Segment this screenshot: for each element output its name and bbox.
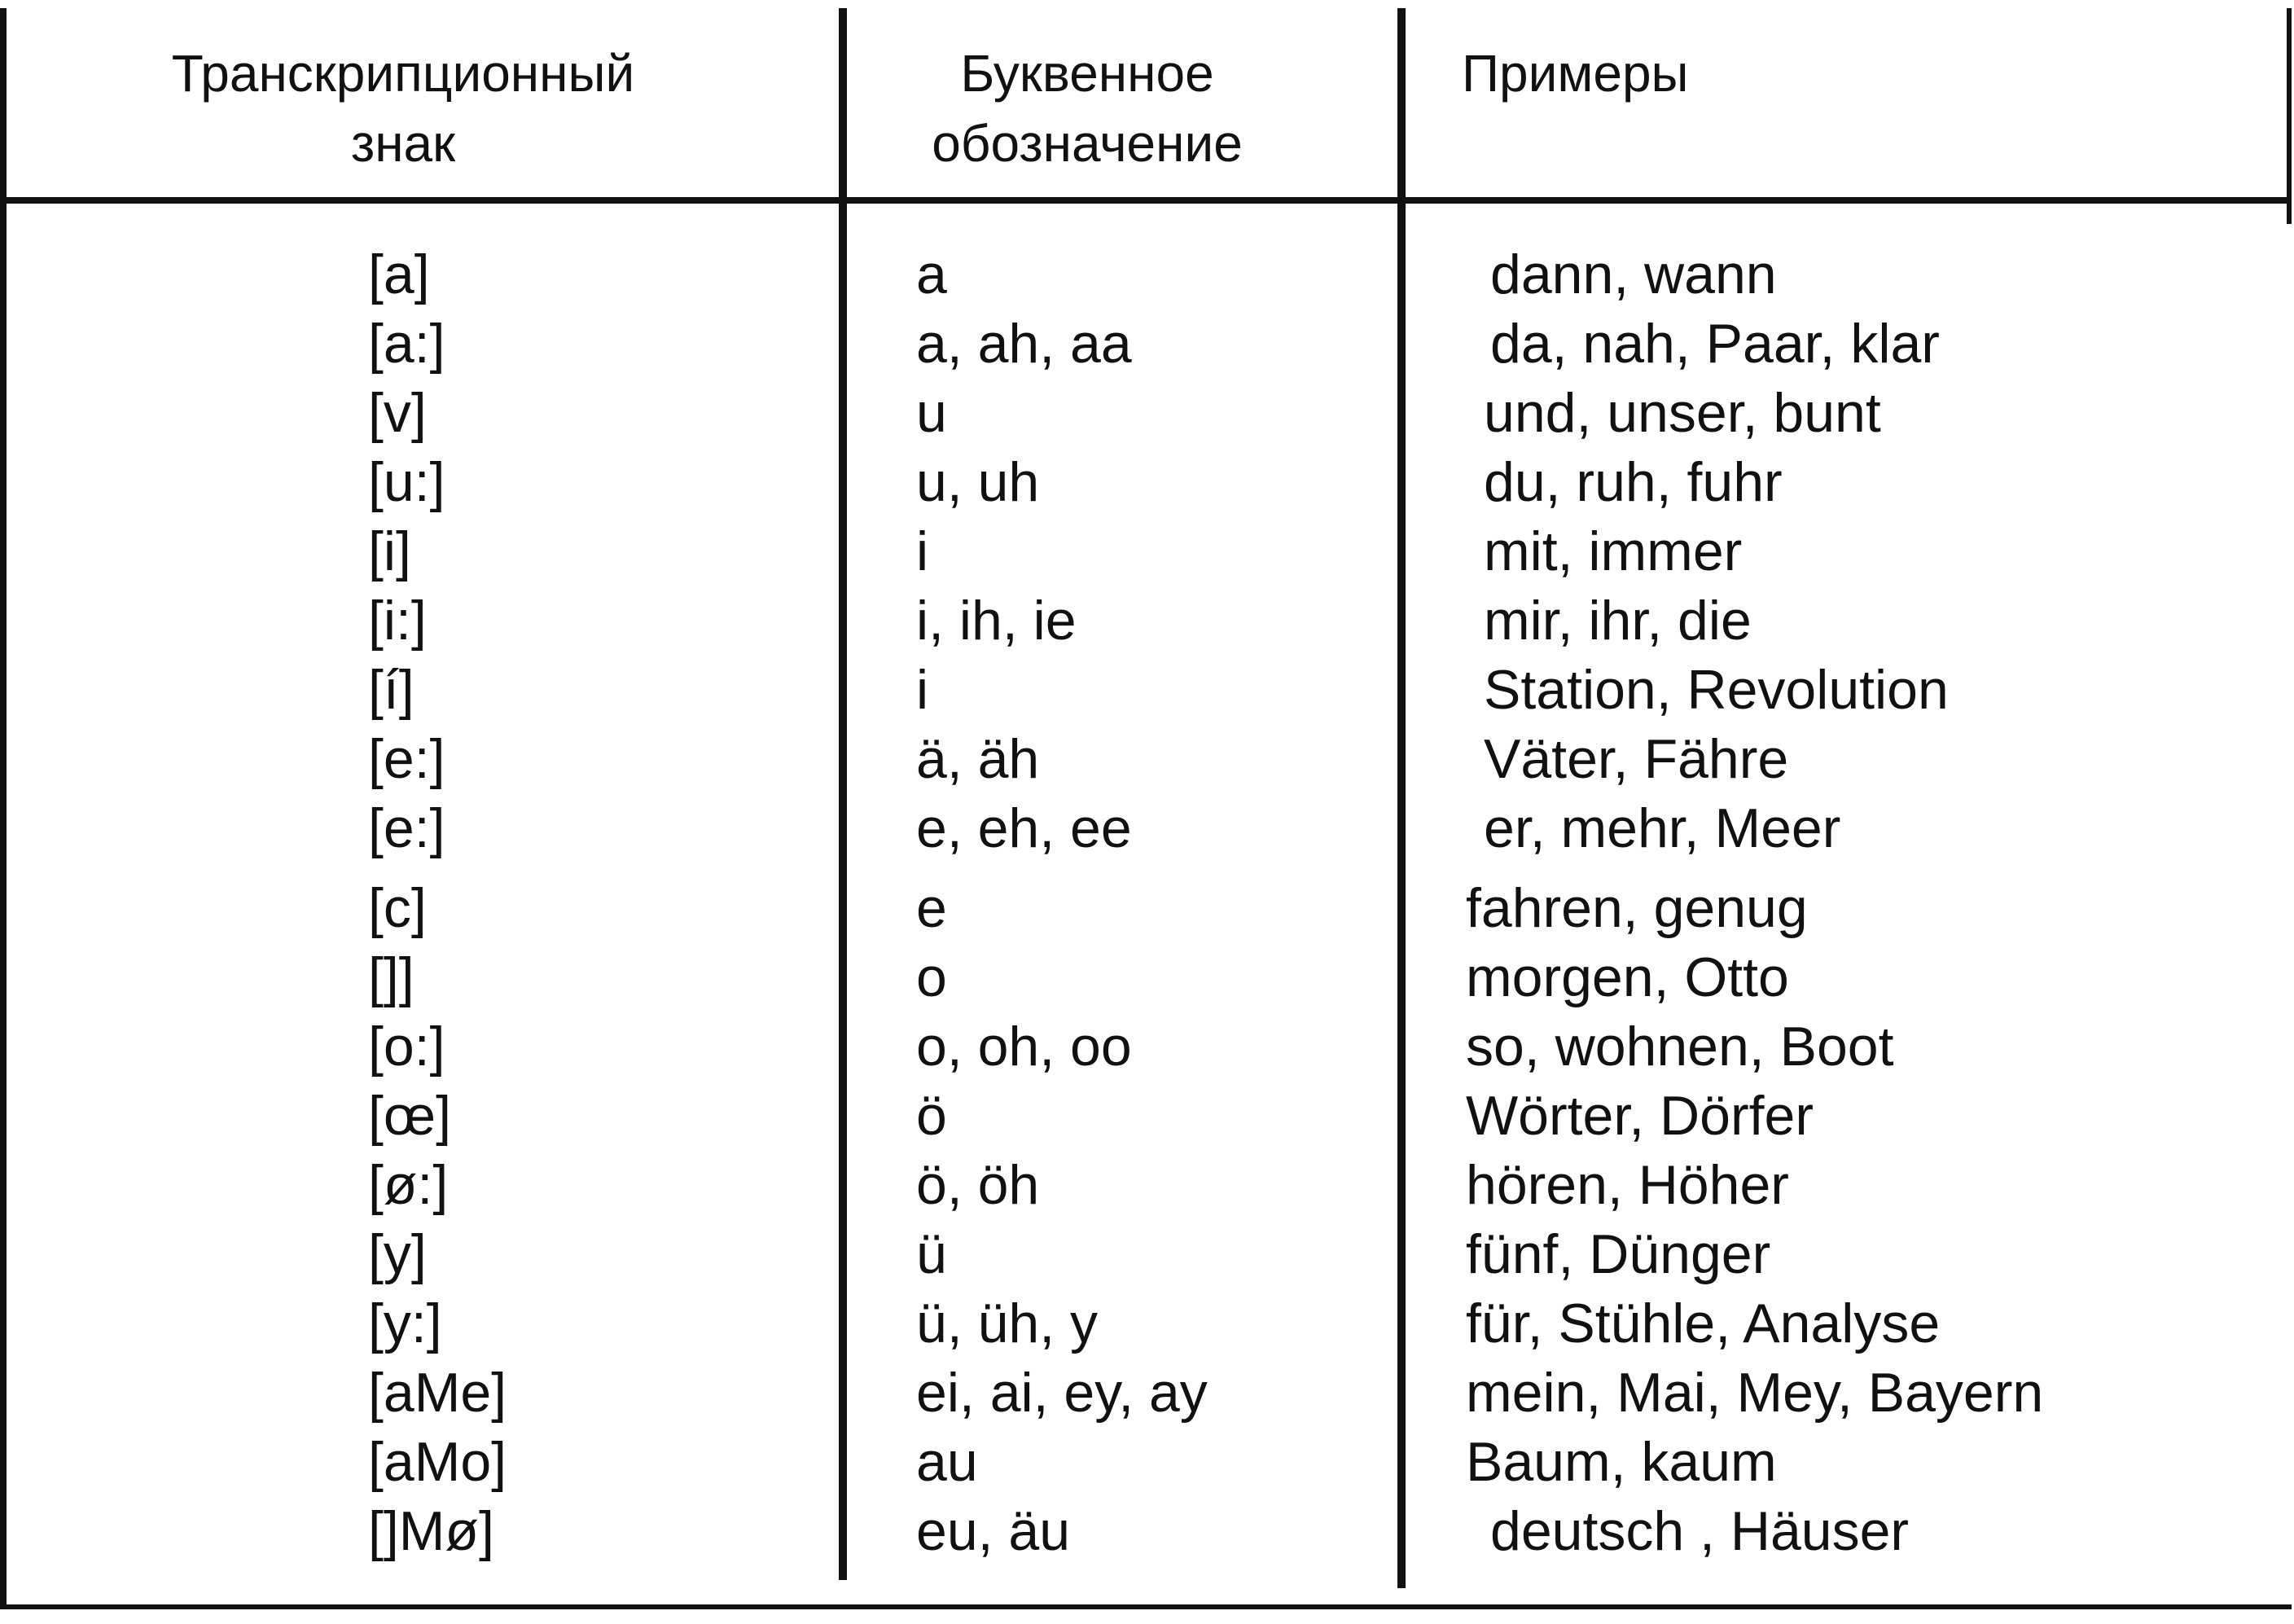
transcription-sign: [a] <box>368 244 430 305</box>
examples: und, unser, bunt <box>1484 382 1881 444</box>
letter-designation: ö <box>916 1085 947 1147</box>
table-row <box>0 1151 2292 1220</box>
examples: mein, Mai, Mey, Bayern <box>1466 1362 2044 1424</box>
transcription-sign: [c] <box>368 877 427 939</box>
table-row <box>0 1289 2292 1358</box>
letter-designation: ä, äh <box>916 728 1040 790</box>
examples: morgen, Otto <box>1466 946 1789 1008</box>
letter-designation: i <box>916 520 929 582</box>
letter-designation: au <box>916 1431 978 1493</box>
table-row <box>0 1497 2292 1566</box>
table-row <box>0 1428 2292 1497</box>
table-row <box>0 240 2292 309</box>
table-row <box>0 874 2292 943</box>
examples: da, nah, Paar, klar <box>1490 313 1940 375</box>
transcription-sign: [y:] <box>368 1293 442 1354</box>
examples: du, ruh, fuhr <box>1484 451 1783 513</box>
examples: mit, immer <box>1484 520 1743 582</box>
letter-designation: e, eh, ee <box>916 797 1132 859</box>
transcription-sign: [y] <box>368 1223 427 1285</box>
examples: Baum, kaum <box>1466 1431 1777 1493</box>
letter-designation: ei, ai, ey, ay <box>916 1362 1208 1424</box>
transcription-sign: []] <box>368 946 414 1008</box>
header-sign-line1: Транскрипционный <box>171 44 635 103</box>
examples: mir, ihr, die <box>1484 590 1752 652</box>
transcription-sign: [e:] <box>368 728 445 790</box>
table-row <box>0 309 2292 379</box>
examples: fünf, Dünger <box>1466 1223 1771 1285</box>
table-border-right <box>2287 8 2292 224</box>
letter-designation: ü <box>916 1223 947 1285</box>
transcription-sign: [í] <box>368 659 414 721</box>
header-sign-line2: знак <box>350 114 456 173</box>
table-row <box>0 1220 2292 1289</box>
examples: deutsch , Häuser <box>1490 1500 1910 1562</box>
letter-designation: eu, äu <box>916 1500 1071 1562</box>
letter-designation: u <box>916 382 947 444</box>
letter-designation: i, ih, ie <box>916 590 1077 652</box>
transcription-sign: [v] <box>368 382 427 444</box>
examples: hören, Höher <box>1466 1154 1789 1216</box>
examples: fahren, genug <box>1466 877 1808 939</box>
transcription-sign: [aMo] <box>368 1431 507 1493</box>
header-letters-line2: обозначение <box>932 114 1243 173</box>
letter-designation: e <box>916 877 947 939</box>
header-letter-designation <box>810 38 1364 178</box>
table-row <box>0 1358 2292 1428</box>
table-row <box>0 794 2292 874</box>
header-letters-line1: Буквенное <box>960 44 1214 103</box>
table-border-bottom <box>0 1604 2292 1609</box>
transcription-sign: [u:] <box>368 451 445 513</box>
table-row <box>0 656 2292 725</box>
transcription-sign: []Mø] <box>368 1500 494 1562</box>
examples: dann, wann <box>1490 244 1777 305</box>
table-row <box>0 1082 2292 1151</box>
letter-designation: o <box>916 946 947 1008</box>
examples: so, wohnen, Boot <box>1466 1016 1894 1078</box>
header-divider <box>7 197 2292 204</box>
transcription-sign: [o:] <box>368 1016 445 1078</box>
table-row <box>0 943 2292 1012</box>
table-row <box>0 1012 2292 1082</box>
transcription-sign: [a:] <box>368 313 445 375</box>
letter-designation: u, uh <box>916 451 1040 513</box>
letter-designation: a, ah, aa <box>916 313 1132 375</box>
header-transcription-sign <box>0 38 839 178</box>
transcription-sign: [i:] <box>368 590 427 652</box>
letter-designation: ö, öh <box>916 1154 1040 1216</box>
table-row <box>0 448 2292 517</box>
letter-designation: i <box>916 659 929 721</box>
letter-designation: o, oh, oo <box>916 1016 1132 1078</box>
table-row <box>0 586 2292 656</box>
transcription-sign: [aMe] <box>368 1362 507 1424</box>
letter-designation: ü, üh, y <box>916 1293 1099 1354</box>
examples: Wörter, Dörfer <box>1466 1085 1814 1147</box>
examples: Station, Revolution <box>1484 659 1949 721</box>
transcription-sign: [ø:] <box>368 1154 449 1216</box>
examples: für, Stühle, Analyse <box>1466 1293 1941 1354</box>
table-row <box>0 725 2292 794</box>
transcription-sign: [e:] <box>368 797 445 859</box>
transcription-sign: [i] <box>368 520 411 582</box>
examples: Väter, Fähre <box>1484 728 1789 790</box>
examples: er, mehr, Meer <box>1484 797 1841 859</box>
table-row <box>0 379 2292 448</box>
transcription-sign: [œ] <box>368 1085 451 1147</box>
letter-designation: a <box>916 244 947 305</box>
table-body <box>0 240 2292 1566</box>
table-row <box>0 517 2292 586</box>
header-examples: Примеры <box>1462 44 1689 103</box>
